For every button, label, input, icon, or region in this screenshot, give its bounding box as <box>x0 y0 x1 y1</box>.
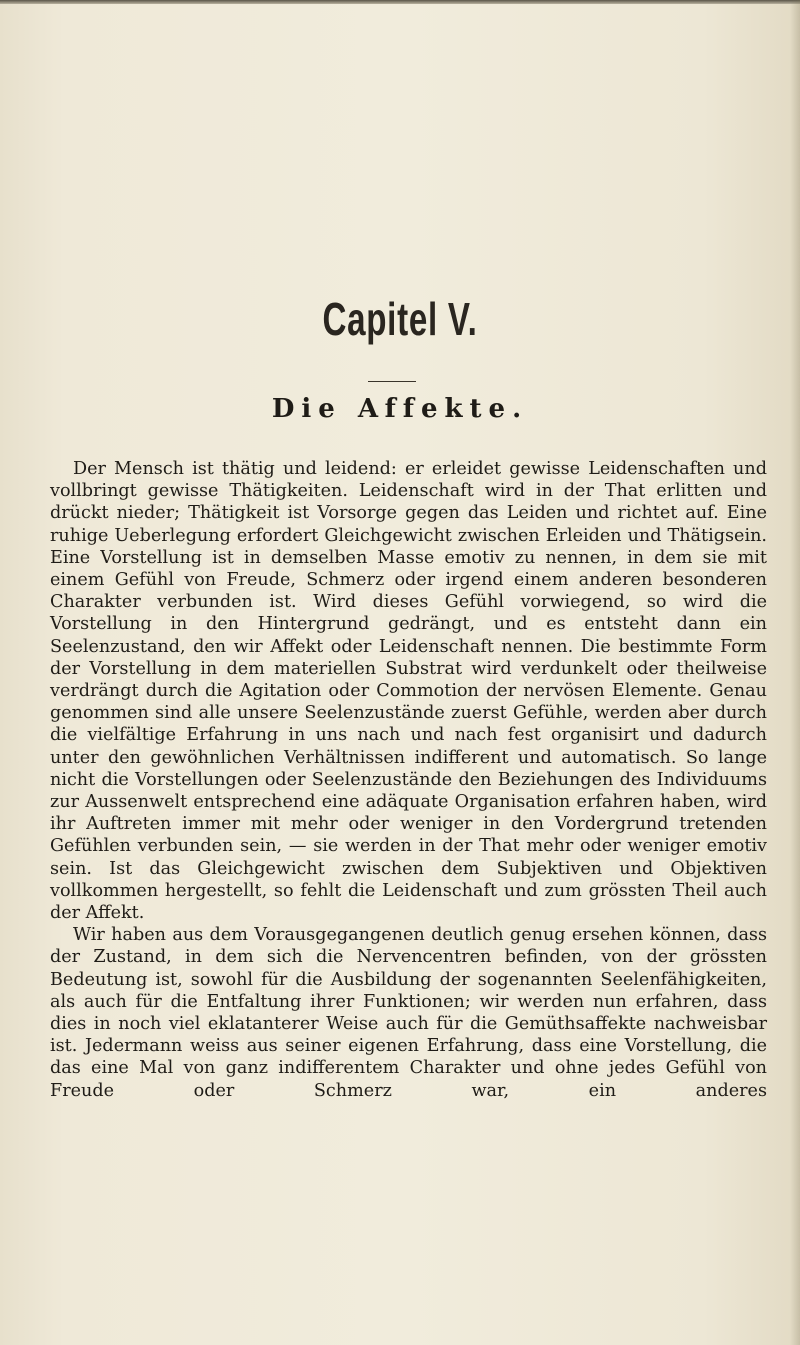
chapter-heading: Capitel V. <box>322 293 478 345</box>
body-text <box>50 458 767 1102</box>
section-title: Die Affekte. <box>271 394 529 424</box>
page-top-edge <box>0 0 800 4</box>
heading-divider <box>368 381 416 382</box>
page-right-edge <box>790 0 800 1345</box>
paragraph: Wir haben aus dem Vorausgegangenen deutlich genug ersehen können, dass der Zustand, in dem sich die Nervencentren befinden, von der grössten Bedeutung ist, sowohl für die Ausbildung der sogenannten Seelenfähigkeiten, als auch für die Entfaltung ihrer Funktionen; wir werden nun erfahren, dass dies in noch viel eklatanterer Weise auch für die Gemüthsaffekte nachweisbar ist. Jedermann weiss aus seiner eigenen Erfahrung, dass eine Vorstellung, die das eine Mal von ganz indifferentem Charakter und ohne jedes Gefühl von Freude oder Schmerz war, ein anderes <box>50 925 767 1101</box>
paragraph: Der Mensch ist thätig und leidend: er erleidet gewisse Leidenschaften und vollbringt gewisse Thätigkeiten. Leidenschaft wird in der That erlitten und drückt nieder; Thätigkeit ist Vorsorge gegen das Leiden und richtet auf. Eine ruhige Ueberlegung erfordert Gleichgewicht zwischen Erleiden und Thätigsein. Eine Vorstellung ist in demselben Masse emotiv zu nennen, in dem sie mit einem Gefühl von Freude, Schmerz oder irgend einem anderen besonderen Charakter verbunden ist. Wird dieses Gefühl vorwiegend, so wird die Vorstellung in den Hintergrund gedrängt, und es entsteht dann ein Seelenzustand, den wir Affekt oder Leidenschaft nennen. Die bestimmte Form der Vorstellung in dem materiellen Substrat wird verdunkelt oder theilweise verdrängt durch die Agitation oder Commotion der nervösen Elemente. Genau genommen sind alle unsere Seelenzustände zuerst Gefühle, werden aber durch die vielfältige Erfahrung in uns nach und nach fest organisirt und dadurch unter den gewöhnlichen Verhältnissen indifferent und automatisch. So lange nicht die Vorstellungen oder Seelenzustände den Beziehungen des Individuums zur Aussenwelt entsprechend eine adäquate Organisation erfahren haben, wird ihr Auftreten immer mit mehr oder weniger in den Vordergrund tretenden Gefühlen verbunden sein, — sie werden in der That mehr oder weniger emotiv sein. Ist das Gleichgewicht zwischen dem Subjektiven und Objektiven vollkommen hergestellt, so fehlt die Leidenschaft und zum grössten Theil auch der Affekt. <box>50 459 767 924</box>
